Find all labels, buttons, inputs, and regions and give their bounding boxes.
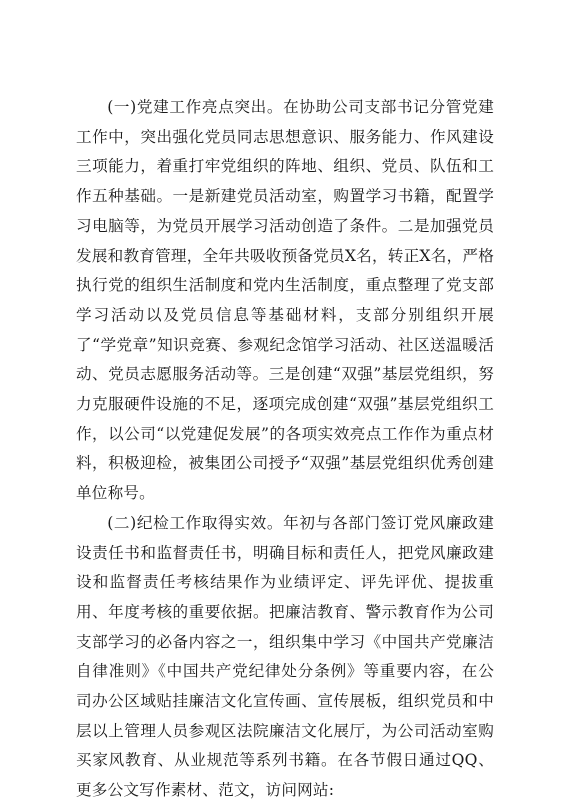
document-body	[76, 93, 494, 806]
paragraph-party-building: (一)党建工作亮点突出。在协助公司支部书记分管党建工作中，突出强化党员同志思想意识、服务能力、作风建设三项能力，着重打牢党组织的阵地、组织、党员、队伍和工作五种基础。一是新建党员活动室，购置学习书籍，配置学习电脑等，为党员开展学习活动创造了条件。二是加强党员发展和教育管理，全年共吸收预备党员X名，转正X名，严格执行党的组织生活制度和党内生活制度，重点整理了党支部学习活动以及党员信息等基础材料，支部分别组织开展了“学党章”知识竞赛、参观纪念馆学习活动、社区送温暖活动、党员志愿服务活动等。三是创建“双强”基层党组织，努力克服硬件设施的不足，逐项完成创建“双强”基层党组织工作，以公司“以党建促发展”的各项实效亮点工作作为重点材料，积极迎检，被集团公司授予“双强”基层党组织优秀创建单位称号。	[76, 98, 494, 503]
paragraph-discipline-inspection: (二)纪检工作取得实效。年初与各部门签订党风廉政建设责任书和监督责任书，明确目标和责任人，把党风廉政建设和监督责任考核结果作为业绩评定、评先评优、提拔重用、年度考核的重要依据。把廉洁教育、警示教育作为公司支部学习的必备内容之一，组织集中学习《中国共产党廉洁自律准则》《中国共产党纪律处分条例》等重要内容，在公司办公区域贴挂廉洁文化宣传画、宣传展板，组织党员和中层以上管理人员参观区法院廉洁文化展厅，为公司活动室购买家风教育、从业规范等系列书籍。在各节假日通过QQ、更多公文写作素材、范文，访问网站:	[76, 513, 494, 800]
